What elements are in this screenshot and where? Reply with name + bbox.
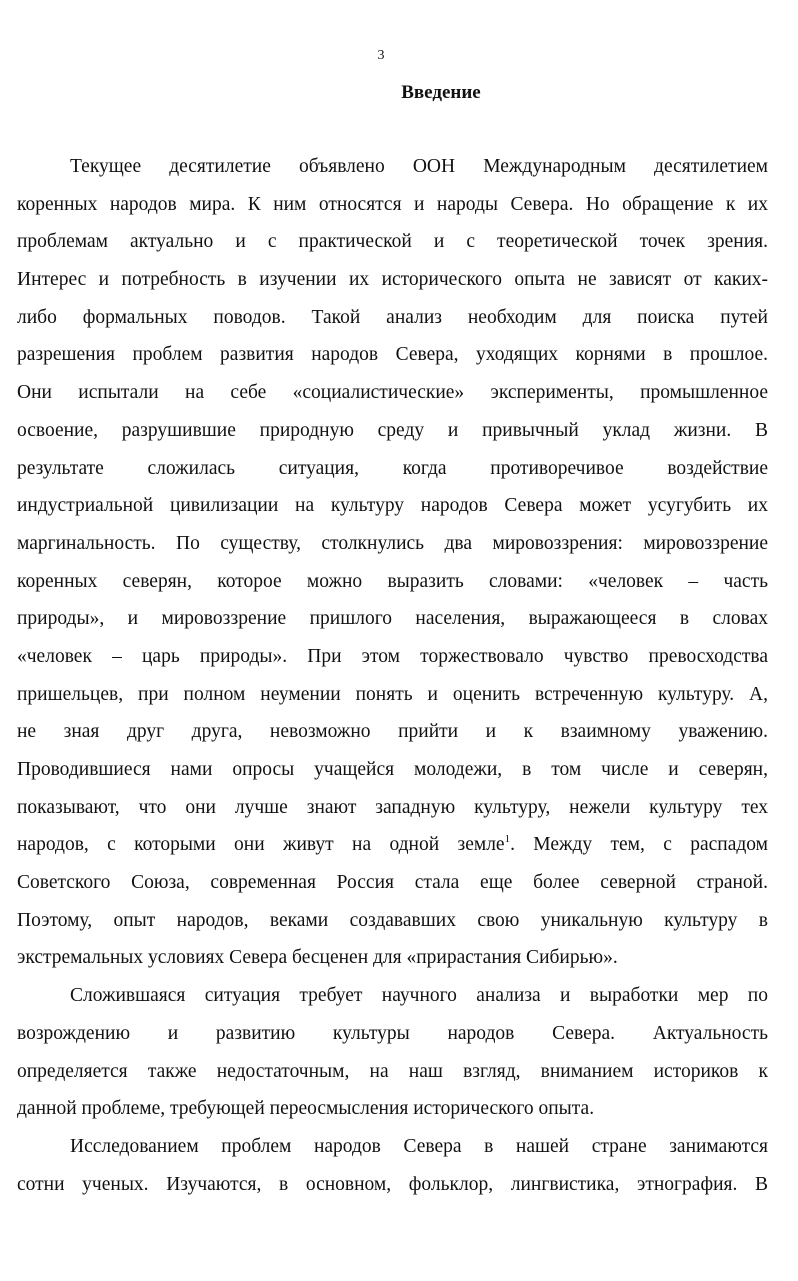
text-line: Интерес и потребность в изучении их исторического опыта не зависят от каких- [17,269,768,291]
text-line: Советского Союза, современная Россия стала еще более северной страной. [17,872,768,894]
text-line: результате сложилась ситуация, когда противоречивое воздействие [17,457,768,479]
text-line: маргинальность. По существу, столкнулись два мировоззрения: мировоззрение [17,532,768,554]
text-line: определяется также недостаточным, на наш взгляд, вниманием историков к [17,1060,768,1082]
text-line: возрождению и развитию культуры народов Севера. Актуальность [17,1022,768,1044]
text-line: индустриальной цивилизации на культуру народов Севера может усугубить их [17,495,768,517]
text-line: разрешения проблем развития народов Севера, уходящих корнями в прошлое. [17,344,768,366]
text-line: показывают, что они лучше знают западную культуру, нежели культуру тех [17,796,768,818]
page-title: Введение [401,82,481,103]
text-line: Они испытали на себе «социалистические» эксперименты, промышленное [17,382,768,404]
text-line: пришельцев, при полном неумении понять и оценить встреченную культуру. А, [17,683,768,705]
text-line: данной проблеме, требующей переосмысления исторического опыта. [17,1098,595,1120]
paragraph-3 [17,1128,768,1203]
body-text [17,148,768,1203]
text-line: освоение, разрушившие природную среду и привычный уклад жизни. В [17,419,768,441]
text-line: экстремальных условиях Севера бесценен для «прирастания Сибирью». [17,947,618,969]
text-line: не зная друг друга, невозможно прийти и к взаимному уважению. [17,721,768,743]
text-line: коренных северян, которое можно выразить словами: «человек – часть [17,570,768,592]
text-line: Проводившиеся нами опросы учащейся молодежи, в том числе и северян, [17,759,768,780]
text-line-with-footnote [17,826,768,864]
text-line: проблемам актуально и с практической и с теоретической точек зрения. [17,231,768,253]
text-line: сотни ученых. Изучаются, в основном, фольклор, лингвистика, этнография. В [17,1173,768,1195]
text-line: «человек – царь природы». При этом торжествовало чувство превосходства [17,645,768,667]
text-segment: народов, с которыми они живут на одной земле [17,834,505,856]
page-number: 3 [377,48,385,63]
text-line: Исследованием проблем народов Севера в нашей стране занимаются [70,1135,768,1157]
text-line: природы», и мировоззрение пришлого населения, выражающееся в словах [17,608,768,630]
footnote-reference[interactable]: 1 [504,833,511,846]
text-line: Сложившаяся ситуация требует научного анализа и выработки мер по [70,985,768,1007]
text-line: Поэтому, опыт народов, веками создававших свою уникальную культуру в [17,909,768,931]
text-line: коренных народов мира. К ним относятся и народы Севера. Но обращение к их [17,193,768,215]
text-segment: . Между тем, с распадом [510,834,768,856]
paragraph-1 [17,148,768,977]
text-line: Текущее десятилетие объявлено ООН Международным десятилетием [70,156,768,177]
text-line: либо формальных поводов. Такой анализ необходим для поиска путей [17,306,768,328]
paragraph-2 [17,977,768,1128]
